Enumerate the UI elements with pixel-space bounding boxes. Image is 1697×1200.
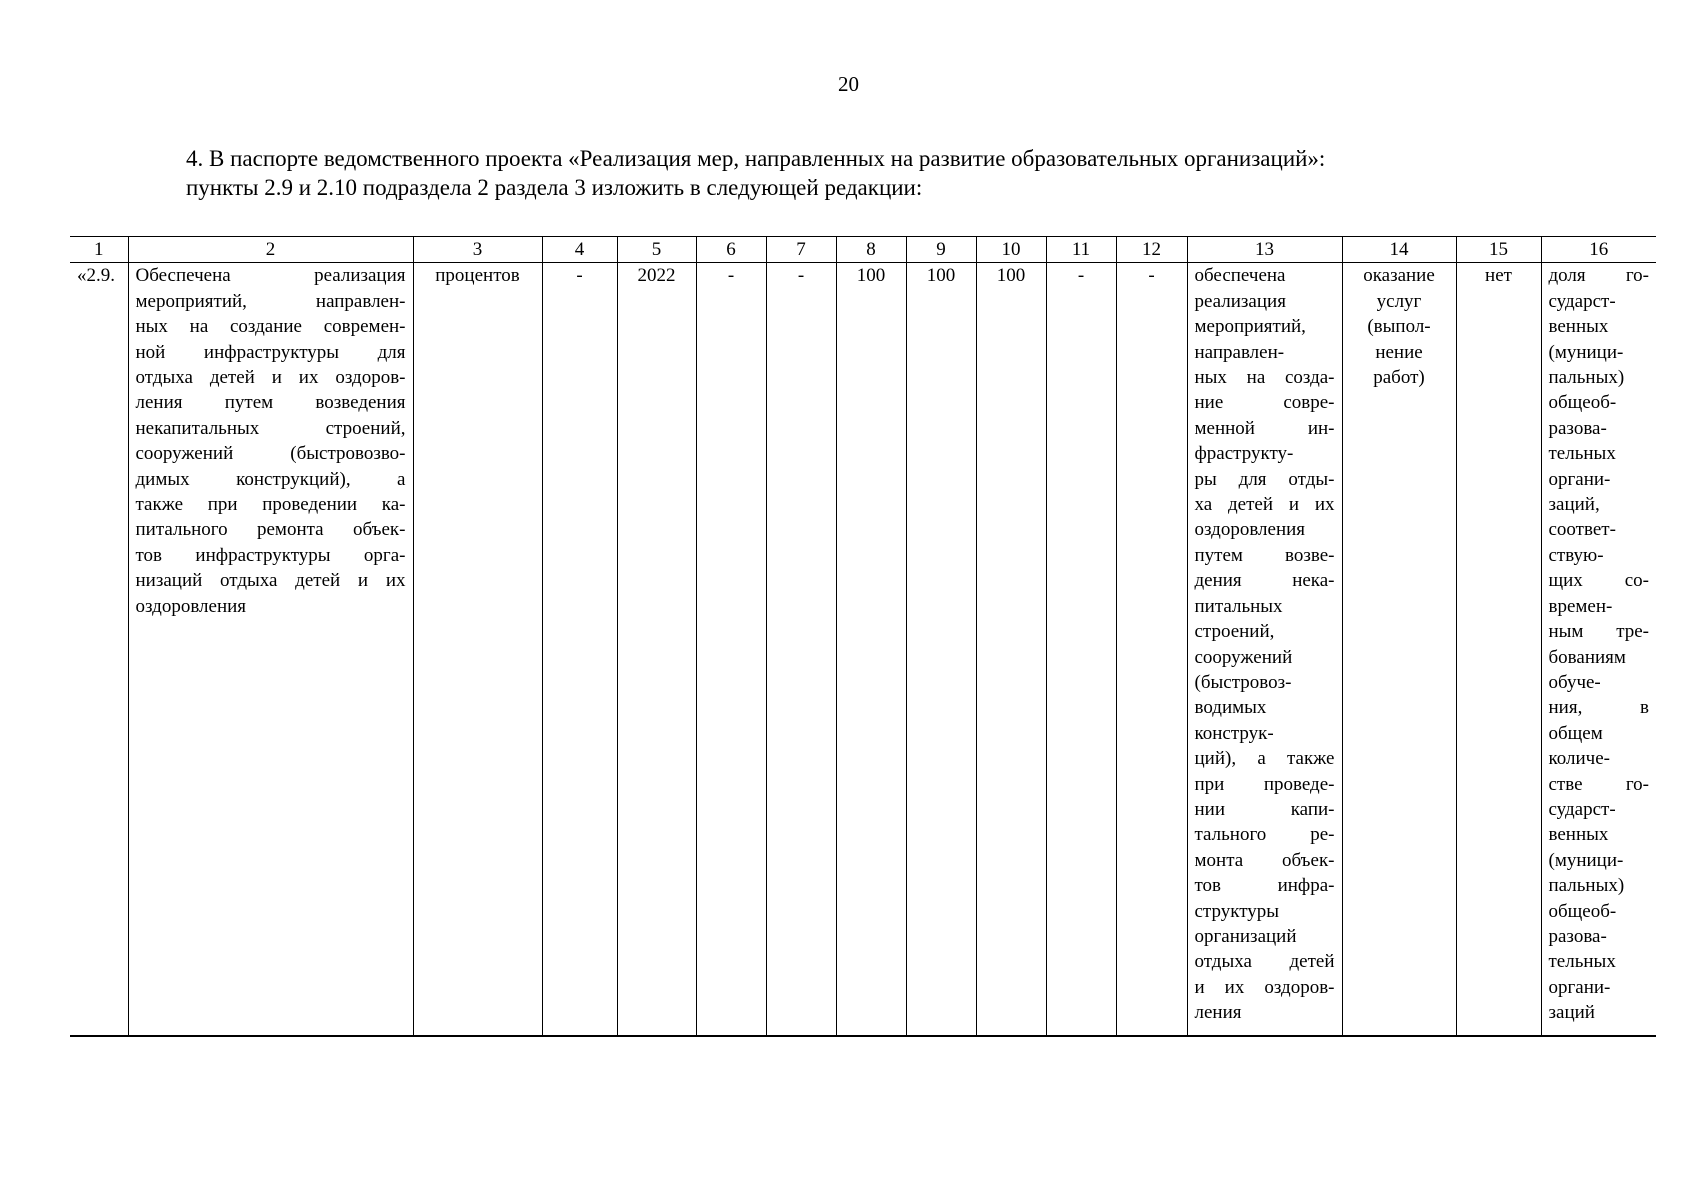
cell-result-type [1342,263,1456,1037]
cell-text-line: (муници- [1548,341,1624,363]
header-col-8: 8 [836,237,906,263]
cell-text-line: (быстровоз- [1194,671,1292,693]
cell-text-line: димых конструкций), а [135,468,406,490]
cell-text-line: разова- [1548,417,1607,439]
result-lines [1195,263,1335,1025]
cell-text-line: также при проведении ка- [135,494,406,516]
cell-text-line: Обеспечена реализация [135,265,406,287]
cell-text-line: стве го- [1548,773,1649,795]
amendment-intro [186,144,1586,202]
cell-text-line: разова- [1548,925,1607,947]
cell-base-year: 2022 [617,263,696,1037]
indicator-table [70,236,1656,1037]
cell-text-line: ций), а также [1194,748,1335,770]
table-row [70,263,1656,1037]
indicator-name-lines [136,263,406,619]
cell-text-line: организаций [1194,925,1297,947]
cell-text-line: низаций отдыха детей и их [135,570,406,592]
cell-text-line: оказание [1363,265,1435,287]
cell-text-line: и их оздоров- [1194,976,1335,998]
cell-text-line: щих со- [1548,570,1649,592]
cell-text-line: общем [1548,722,1603,744]
cell-text-line: тального ре- [1194,824,1335,846]
cell-text-line: водимых [1194,697,1267,719]
cell-text-line: ры для отды- [1194,468,1335,490]
header-col-3: 3 [413,237,542,263]
cell-text-line: оздоровления [1194,519,1306,541]
cell-text-line: венных [1548,316,1609,338]
cell-text-line: некапитальных строений, [135,417,406,439]
cell-item-number: «2.9. [70,263,128,1037]
cell-col-6: - [696,263,766,1037]
cell-indicator-name [128,263,413,1037]
cell-text-line: ления [1194,1002,1242,1024]
cell-text-line: органи- [1548,468,1611,490]
cell-text-line: нение [1375,341,1423,363]
header-col-15: 15 [1456,237,1541,263]
header-col-13: 13 [1187,237,1342,263]
cell-text-line: нии капи- [1194,798,1335,820]
cell-text-line: сооружений (быстровозво- [135,443,406,465]
cell-text-line: сударст- [1548,290,1616,312]
header-col-2: 2 [128,237,413,263]
page-number: 20 [838,72,859,96]
cell-col-11: - [1046,263,1116,1037]
cell-col-12: - [1116,263,1187,1037]
cell-text-line: времен- [1548,595,1613,617]
cell-col-15: нет [1456,263,1541,1037]
header-col-4: 4 [542,237,617,263]
cell-text-line: ной инфраструктуры для [135,341,406,363]
cell-text-line: при проведе- [1194,773,1335,795]
cell-text-line: отдыха детей и их оздоров- [135,367,406,389]
cell-text-line: фраструкту- [1194,443,1294,465]
cell-text-line: (муници- [1548,849,1624,871]
characteristic-lines [1549,263,1650,1025]
cell-text-line: ствую- [1548,544,1604,566]
cell-text-line: ха детей и их [1194,494,1335,516]
cell-text-line: путем возве- [1194,544,1335,566]
cell-col-10: 100 [976,263,1046,1037]
cell-col-9: 100 [906,263,976,1037]
cell-text-line: ния, в [1548,697,1649,719]
header-col-7: 7 [766,237,836,263]
cell-text-line: ления путем возведения [135,392,406,414]
cell-unit: процентов [413,263,542,1037]
cell-text-line: конструк- [1194,722,1274,744]
header-col-1: 1 [70,237,128,263]
cell-text-line: питальных [1194,595,1283,617]
header-col-11: 11 [1046,237,1116,263]
cell-text-line: общеоб- [1548,392,1617,414]
header-col-6: 6 [696,237,766,263]
cell-text-line: пальных) [1548,367,1625,389]
cell-text-line: (выпол- [1367,316,1431,338]
cell-text-line: менной ин- [1194,417,1335,439]
cell-characteristic [1541,263,1656,1037]
cell-text-line: монта объек- [1194,849,1335,871]
intro-line-2: пункты 2.9 и 2.10 подраздела 2 раздела 3 изложить в следующей редакции: [186,175,923,200]
cell-text-line: бованиям [1548,646,1626,668]
cell-text-line: заций [1548,1002,1595,1024]
cell-text-line: доля го- [1548,265,1649,287]
cell-text-line: венных [1548,824,1609,846]
cell-text-line: дения нека- [1194,570,1335,592]
cell-col-4: - [542,263,617,1037]
cell-col-8: 100 [836,263,906,1037]
cell-text-line: органи- [1548,976,1611,998]
cell-text-line: работ) [1373,367,1425,389]
cell-text-line: сударст- [1548,798,1616,820]
cell-text-line: тельных [1548,443,1616,465]
cell-text-line: ние совре- [1194,392,1335,414]
cell-text-line: количе- [1548,748,1610,770]
cell-text-line: оздоровления [135,595,247,617]
intro-line-1: 4. В паспорте ведомственного проекта «Реализация мер, направленных на развитие образовательных организаций»: [186,146,1326,171]
header-col-14: 14 [1342,237,1456,263]
cell-text-line: услуг [1376,290,1422,312]
cell-text-line: заций, [1548,494,1600,516]
header-col-5: 5 [617,237,696,263]
cell-text-line: мероприятий, направлен- [135,290,406,312]
cell-text-line: направлен- [1194,341,1285,363]
cell-text-line: строений, [1194,621,1275,643]
header-col-12: 12 [1116,237,1187,263]
cell-text-line: соответ- [1548,519,1616,541]
cell-col-7: - [766,263,836,1037]
result-type-lines [1350,263,1449,390]
cell-text-line: реализация [1194,290,1286,312]
header-row [70,237,1656,263]
cell-text-line: мероприятий, [1194,316,1306,338]
cell-text-line: тов инфра- [1194,875,1335,897]
cell-text-line: общеоб- [1548,900,1617,922]
cell-text-line: отдыха детей [1194,951,1335,973]
header-col-10: 10 [976,237,1046,263]
cell-text-line: обуче- [1548,671,1601,693]
cell-text-line: сооружений [1194,646,1293,668]
cell-text-line: структуры [1194,900,1280,922]
cell-text-line: тельных [1548,951,1616,973]
cell-text-line: тов инфраструктуры орга- [135,544,406,566]
cell-text-line: ных на созда- [1194,367,1335,389]
cell-text-line: обеспечена [1194,265,1286,287]
cell-text-line: питального ремонта объек- [135,519,406,541]
cell-text-line: ным тре- [1548,621,1649,643]
cell-result [1187,263,1342,1037]
cell-text-line: ных на создание современ- [135,316,406,338]
header-col-16: 16 [1541,237,1656,263]
cell-text-line: пальных) [1548,875,1625,897]
header-col-9: 9 [906,237,976,263]
